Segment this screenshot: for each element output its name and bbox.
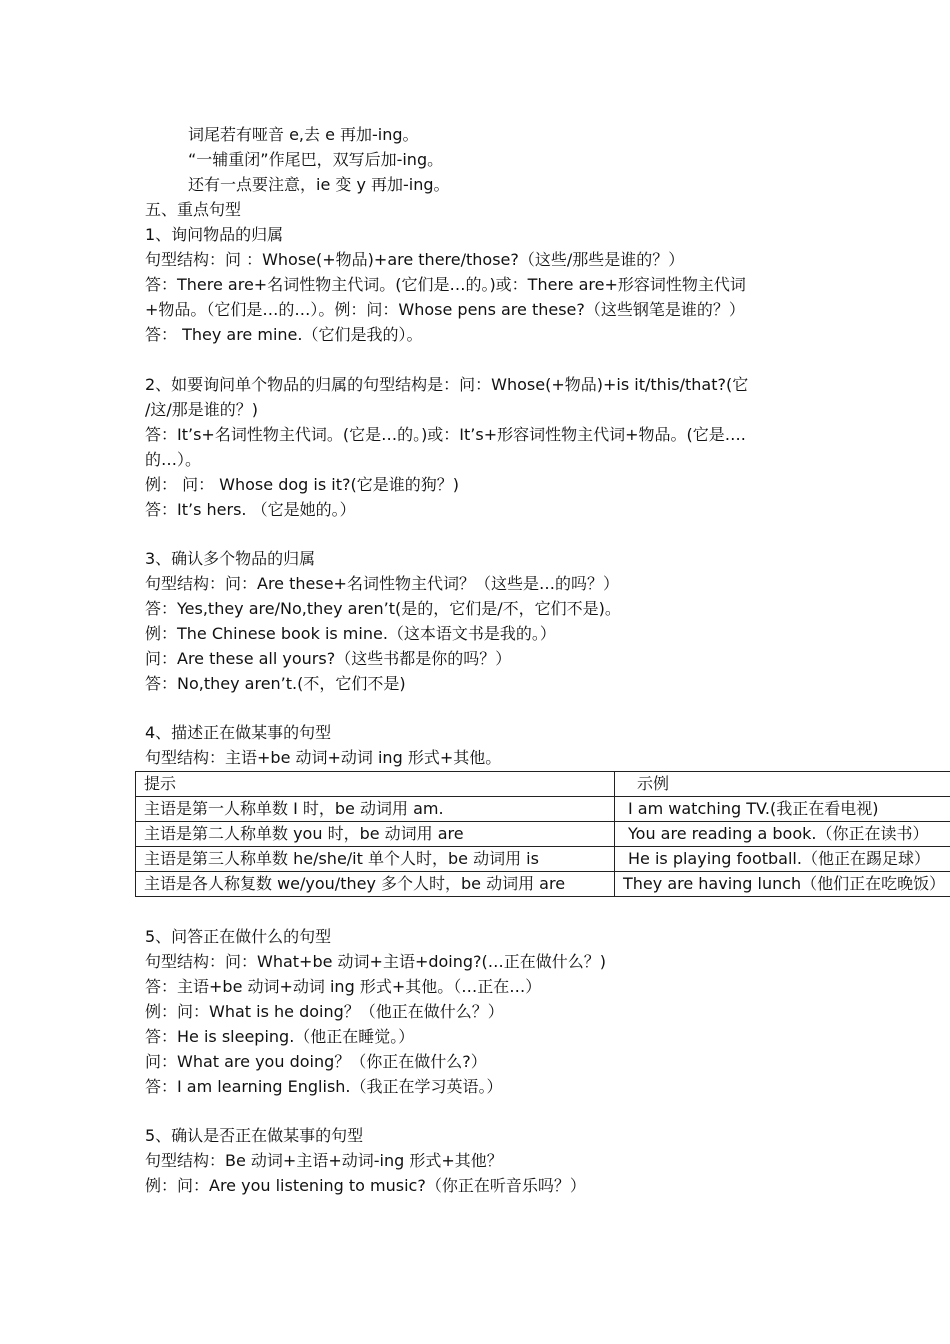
- table-row: [136, 847, 950, 872]
- rule-line-2: “一辅重闭”作尾巴，双写后加-ing。: [188, 150, 444, 169]
- s1-line-4: 答： They are mine.（它们是我的）。: [145, 325, 423, 344]
- s4-line-1: 句型结构：主语+be 动词+动词 ing 形式+其他。: [145, 748, 502, 767]
- s3-line-1: 句型结构：问：Are these+名词性物主代词？（这些是…的吗？）: [145, 574, 619, 593]
- s2-line-5: 答：It’s hers. （它是她的。）: [145, 500, 356, 519]
- s2-line-4: 例： 问： Whose dog is it?(它是谁的狗？): [145, 475, 459, 494]
- s5-line-6: 答：I am learning English.（我正在学习英语。）: [145, 1077, 503, 1096]
- s6-line-2: 例：问：Are you listening to music?（你正在听音乐吗？）: [145, 1176, 586, 1195]
- s3-line-5: 答：No,they aren’t.(不，它们不是): [145, 674, 406, 693]
- s5-line-3: 例：问：What is he doing？（他正在做什么？）: [145, 1002, 504, 1021]
- s3-line-2: 答：Yes,they are/No,they aren’t(是的，它们是/不，它们不是)。: [145, 599, 621, 618]
- table-row: [136, 872, 950, 897]
- table-cell-hint: 主语是第一人称单数 I 时，be 动词用 am.: [136, 797, 615, 822]
- s5-title: 5、问答正在做什么的句型: [145, 927, 332, 946]
- s2-line-1: /这/那是谁的？): [145, 400, 259, 419]
- s2-line-2: 答：It’s+名词性物主代词。(它是…的。)或：It’s+形容词性物主代词+物品。(它是….: [145, 425, 746, 444]
- table-cell-hint: 主语是第三人称单数 he/she/it 单个人时，be 动词用 is: [136, 847, 615, 872]
- table-header-row: [136, 772, 950, 797]
- table-cell-hint: 主语是第二人称单数 you 时，be 动词用 are: [136, 822, 615, 847]
- s5-line-4: 答：He is sleeping.（他正在睡觉。）: [145, 1027, 415, 1046]
- table-row: [136, 822, 950, 847]
- s5-line-2: 答：主语+be 动词+动词 ing 形式+其他。（…正在…）: [145, 977, 542, 996]
- table-header-hint: 提示: [136, 772, 615, 797]
- rule-line-1: 词尾若有哑音 e,去 e 再加-ing。: [188, 125, 419, 144]
- s5-line-5: 问：What are you doing？（你正在做什么?）: [145, 1052, 487, 1071]
- s3-line-3: 例：The Chinese book is mine.（这本语文书是我的。）: [145, 624, 556, 643]
- s1-line-1: 句型结构：问 ：Whose(+物品)+are there/those?（这些/那些是谁的？）: [145, 250, 685, 269]
- s1-title: 1、询问物品的归属: [145, 225, 284, 244]
- table-header-example: 示例: [615, 772, 950, 797]
- s2-line-3: 的…）。: [145, 450, 202, 469]
- s1-line-2: 答：There are+名词性物主代词。(它们是…的。)或：There are+形容词性物主代词: [145, 275, 746, 294]
- rule-line-3: 还有一点要注意，ie 变 y 再加-ing。: [188, 175, 450, 194]
- s3-title: 3、确认多个物品的归属: [145, 549, 316, 568]
- s2-title: 2、如要询问单个物品的归属的句型结构是：问：Whose(+物品)+is it/this/that?(它: [145, 375, 749, 394]
- s5-line-1: 句型结构：问：What+be 动词+主语+doing?(…正在做什么？): [145, 952, 607, 971]
- s3-line-4: 问：Are these all yours?（这些书都是你的吗？）: [145, 649, 512, 668]
- s6-title: 5、确认是否正在做某事的句型: [145, 1126, 364, 1145]
- table-row: [136, 797, 950, 822]
- s1-line-3: +物品。（它们是…的…）。例：问：Whose pens are these?（这些钢笔是谁的？）: [145, 300, 745, 319]
- s6-line-1: 句型结构：Be 动词+主语+动词-ing 形式+其他？: [145, 1151, 503, 1170]
- section-five-title: 五、重点句型: [145, 200, 242, 219]
- table-cell-example: You are reading a book.（你正在读书）: [615, 822, 950, 847]
- table-cell-example: I am watching TV.(我正在看电视): [615, 797, 950, 822]
- s4-title: 4、描述正在做某事的句型: [145, 723, 332, 742]
- table-cell-hint: 主语是各人称复数 we/you/they 多个人时，be 动词用 are: [136, 872, 615, 897]
- be-verb-table: [135, 771, 950, 897]
- table-cell-example: They are having lunch（他们正在吃晚饭）: [615, 872, 950, 897]
- table-cell-example: He is playing football.（他正在踢足球）: [615, 847, 950, 872]
